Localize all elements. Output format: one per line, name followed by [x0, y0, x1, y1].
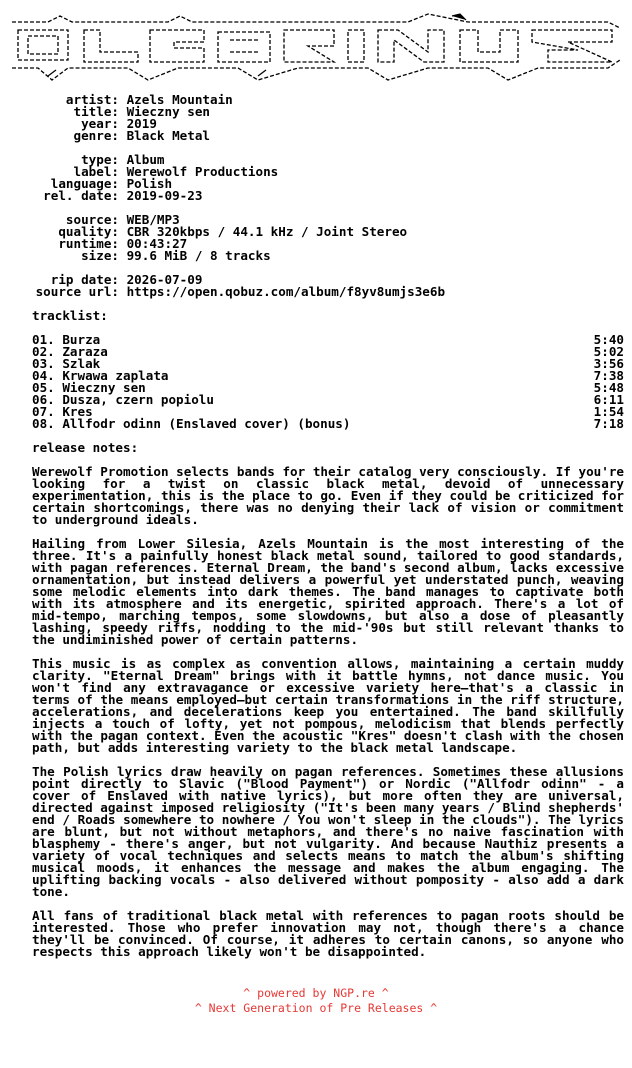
info-row-genre — [8, 130, 624, 142]
release-notes-heading: release notes: — [32, 440, 139, 455]
source-url-link[interactable]: https://open.qobuz.com/album/f8yv8umjs3e6b — [126, 284, 446, 299]
info-label: runtime: — [58, 236, 119, 251]
info-label: title: — [73, 104, 119, 119]
info-label: source url: — [35, 284, 119, 299]
track-time: 6:11 — [593, 392, 624, 407]
info-label: label: — [73, 164, 119, 179]
track-title: 04. Krwawa zaplata — [32, 368, 169, 383]
track-time: 3:56 — [593, 356, 624, 371]
info-label: language: — [50, 176, 119, 191]
info-value: Werewolf Productions — [126, 164, 279, 179]
info-label: quality: — [58, 224, 119, 239]
info-label: year: — [81, 116, 119, 131]
info-value: Black Metal — [126, 128, 210, 143]
info-value: 00:43:27 — [126, 236, 188, 251]
track-row — [8, 418, 624, 430]
footer — [8, 986, 624, 1016]
release-note-paragraph: The Polish lyrics draw heavily on pagan references. Sometimes these allusions point directly to Slavic ("Blood Payment") or Nordic ("Allfodr odinn" - a cover of Enslaved with native lyrics), but more often they are universal, directed against imposed religiosity ("It's been many years / Blind shepherds' end / Roads somewhere to nowhere / You won't sleep in the clouds"). The lyrics are blunt, but not without metaphors, and there's no naive fascination with blasphemy - there's anger, but not vulgarity. And because Nauthiz presents a variety of vocal techniques and selects means to match the album's shifting musical moods, it enhances the message and makes the album engaging. The uplifting backing vocals - also delivered without pomposity - also add a dark tone. — [32, 764, 624, 899]
release-note-paragraph: This music is as complex as convention allows, maintaining a certain muddy clarity. "Eternal Dream" brings with it battle hymns, not dance music. You won't find any extravagance or excessive variety here—that's a classic in terms of the means employed—but certain transformations in the riff structure, accelerations, and decelerations keep you entertained. The band skillfully injects a touch of lofty, yet not pompous, melodicism that blends perfectly with the pagan context. Even the acoustic "Kres" doesn't clash with the chosen path, but adds interesting variety to the black metal landscape. — [32, 656, 624, 755]
track-row — [8, 346, 624, 358]
track-title: 02. Zaraza — [32, 344, 108, 359]
release-notes — [8, 466, 624, 958]
track-time: 5:48 — [593, 380, 624, 395]
track-time: 5:02 — [593, 344, 624, 359]
tracklist-heading: tracklist: — [32, 308, 108, 323]
release-note-paragraph: Werewolf Promotion selects bands for their catalog very consciously. If you're looking for a twist on classic black metal, devoid of unnecessary experimentation, this is the place to go. Even if they could be criticized for certain shortcomings, there was no denying their lack of vision or commitment to underground ideals. — [32, 464, 624, 527]
track-title: 06. Dusza, czern popiolu — [32, 392, 214, 407]
track-title: 07. Kres — [32, 404, 93, 419]
info-label: genre: — [73, 128, 119, 143]
track-time: 1:54 — [593, 404, 624, 419]
info-row-rel-date — [8, 190, 624, 202]
track-time: 7:38 — [593, 368, 624, 383]
info-value: 2019 — [126, 116, 157, 131]
footer-tagline: ^ Next Generation of Pre Releases ^ — [194, 1001, 438, 1015]
info-value: Wieczny sen — [126, 104, 210, 119]
info-row-size — [8, 250, 624, 262]
track-title: 08. Allfodr odinn (Enslaved cover) (bonus) — [32, 416, 351, 431]
track-title: 05. Wieczny sen — [32, 380, 146, 395]
info-value: 99.6 MiB / 8 tracks — [126, 248, 271, 263]
info-label: rip date: — [50, 272, 119, 287]
release-note-paragraph: All fans of traditional black metal with references to pagan roots should be interested. Those who prefer innovation may not, though there's a chance they'll be convinced. Of course, it adheres to certain canons, so anyone who respects this approach likely won't be disappointed. — [32, 908, 624, 959]
track-title: 03. Szlak — [32, 356, 101, 371]
release-note-paragraph: Hailing from Lower Silesia, Azels Mountain is the most interesting of the three. It's a painfully honest black metal sound, tailored to good standards, with pagan references. Eternal Dream, the band's second album, lacks excessive ornamentation, but instead delivers a powerful yet understated punch, weaving some melodic elements into dark themes. The band manages to captivate both with its atmosphere and its energetic, spirited approach. There's a lot of mid-tempo, marching tempos, some slowdowns, but also a dose of pleasantly lashing, speedy riffs, nodding to the mid-'90s but still relevant thanks to the undiminished power of certain patterns. — [32, 536, 624, 647]
tracklist — [8, 334, 624, 430]
info-value: Polish — [126, 176, 173, 191]
info-label: source: — [65, 212, 119, 227]
track-title: 01. Burza — [32, 332, 101, 347]
info-row-source-url — [8, 286, 624, 298]
nfo-document — [8, 8, 624, 1016]
info-label: size: — [81, 248, 119, 263]
release-info — [8, 94, 624, 298]
track-row — [8, 394, 624, 406]
track-time: 7:18 — [593, 416, 624, 431]
info-label: artist: — [65, 92, 119, 107]
info-value: 2019-09-23 — [126, 188, 203, 203]
footer-powered-by[interactable]: ^ powered by NGP.re ^ — [243, 986, 389, 1000]
info-value: Album — [126, 152, 165, 167]
info-value: WEB/MP3 — [126, 212, 180, 227]
track-time: 5:40 — [593, 332, 624, 347]
info-label: type: — [81, 152, 119, 167]
info-value: Azels Mountain — [126, 92, 233, 107]
info-value: 2026-07-09 — [126, 272, 203, 287]
info-value: CBR 320kbps / 44.1 kHz / Joint Stereo — [126, 224, 408, 239]
info-label: rel. date: — [43, 188, 119, 203]
